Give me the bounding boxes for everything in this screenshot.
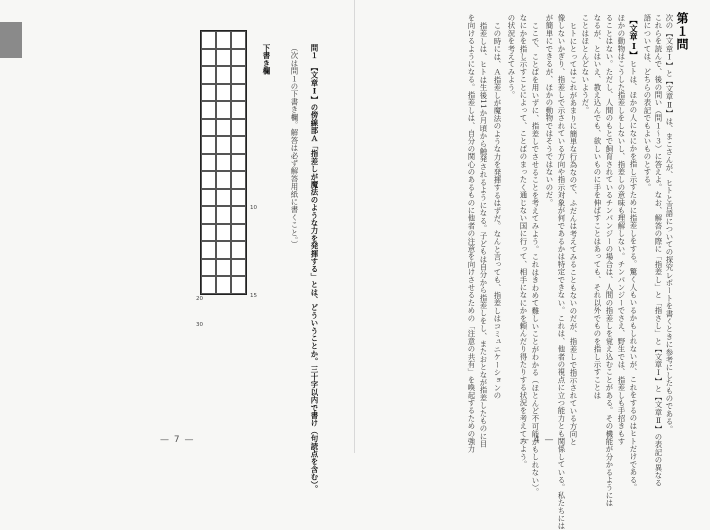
grid-cell[interactable] bbox=[231, 189, 246, 207]
grid-cell[interactable] bbox=[216, 101, 231, 119]
body-line-5: ことはほとんどないようだ。 bbox=[581, 14, 590, 115]
grid-cell[interactable] bbox=[201, 224, 216, 242]
grid-cell[interactable] bbox=[201, 171, 216, 189]
grid-cell[interactable] bbox=[201, 154, 216, 172]
body-line-1: ヒトは、ほかの人になにかを指し示すために指差しをする。驚く人もいるかもしれないが、これをするのはヒトだけである。 bbox=[629, 60, 638, 492]
grid-cell[interactable] bbox=[231, 31, 246, 49]
grid-cell[interactable] bbox=[201, 189, 216, 207]
intro-line-2: これらを読んで、後の問い（問１～３）に答えよ。なお、解答の際に「指差し」と「指さし」と【文章Ⅰ】と【文章Ⅱ】の表記の異なる bbox=[654, 14, 663, 487]
grid-cell[interactable] bbox=[201, 259, 216, 277]
grid-cell[interactable] bbox=[231, 224, 246, 242]
grid-cell[interactable] bbox=[201, 84, 216, 102]
intro-line-1: 次の【文章Ⅰ】と【文章Ⅱ】は、まこさんが、ヒトと言語についての探究レポートを書くときに参考にしたものである。 bbox=[665, 14, 674, 433]
body-line-10: なにかを指し示すことによって、ことばのまったく通じない国に行って、相手になにかを頼んだり得たりする状況を考えてみよう。 bbox=[519, 14, 528, 469]
answer-draft-grid[interactable] bbox=[200, 30, 247, 295]
grid-cell[interactable] bbox=[216, 31, 231, 49]
body-line-6: ヒトにとってはこれがあまりに簡単な行為なので、ふだんは考えてみることもないのだが、指差しで指示されている方向と bbox=[569, 22, 578, 446]
grid-cell[interactable] bbox=[216, 119, 231, 137]
grid-cell[interactable] bbox=[216, 171, 231, 189]
grid-tick-15: 15 bbox=[250, 293, 257, 299]
grid-cell[interactable] bbox=[201, 136, 216, 154]
left-page bbox=[0, 0, 355, 493]
grid-cell[interactable] bbox=[216, 84, 231, 102]
grid-cell[interactable] bbox=[216, 66, 231, 84]
grid-cell[interactable] bbox=[231, 101, 246, 119]
grid-cell[interactable] bbox=[201, 241, 216, 259]
grid-cell[interactable] bbox=[216, 189, 231, 207]
grid-cell[interactable] bbox=[201, 31, 216, 49]
grid-cell[interactable] bbox=[231, 154, 246, 172]
grid-cell[interactable] bbox=[231, 84, 246, 102]
grid-cell[interactable] bbox=[201, 276, 216, 294]
grid-tick-20: 20 bbox=[196, 296, 203, 302]
grid-cell[interactable] bbox=[216, 206, 231, 224]
question-heading: 第１問 bbox=[675, 12, 689, 51]
grid-cell[interactable] bbox=[201, 66, 216, 84]
page-number-left: — 7 — bbox=[160, 435, 195, 445]
grid-cell[interactable] bbox=[216, 136, 231, 154]
intro-line-3: 語については、どちらの表記でもよいものとする。 bbox=[643, 14, 652, 192]
body-line-2: ほかの動物はこうした指差しをしないし、指差しの意味も理解しない。チンパンジーでさえ、野生では、指差しも手招きもす bbox=[617, 14, 626, 446]
draft-label: 下書き欄 bbox=[262, 44, 271, 75]
grid-cell[interactable] bbox=[231, 259, 246, 277]
grid-cell[interactable] bbox=[231, 276, 246, 294]
grid-cell[interactable] bbox=[231, 119, 246, 137]
body-line-14: を向けるようになる。指差しは、自分の関心のあるものに他者の注意を向けさせるための「注意の共有」を喚起するための強力 bbox=[467, 14, 476, 453]
grid-cell[interactable] bbox=[216, 49, 231, 67]
grid-cell[interactable] bbox=[231, 136, 246, 154]
question-1: 問１ 【文章Ⅰ】の傍線部Ａ「指差しが魔法のような力を発揮する」とは、どういうことか。三十字以内で書け（句読点を含む）。 bbox=[310, 44, 319, 493]
grid-cell[interactable] bbox=[231, 66, 246, 84]
grid-cell[interactable] bbox=[216, 154, 231, 172]
body-line-8: が簡単にできるが、ほかの動物ではそうではないのだ。 bbox=[545, 14, 554, 207]
grid-cell[interactable] bbox=[216, 259, 231, 277]
body-line-9: ここで、ことばを用いずに、指差しでさせることを考えてみよう。これはきわめて難しいことがわかる（ほとんど不可能かもしれない）。 bbox=[531, 22, 540, 496]
page-number-right: — 4 — bbox=[520, 435, 555, 445]
grid-cell[interactable] bbox=[216, 276, 231, 294]
body-line-13: 指差しは、ヒトは生後11か月頃から触発されるようになる。子どもは自分から指差しをし、またおとなが指差したものに目 bbox=[479, 22, 488, 448]
right-page bbox=[355, 0, 710, 530]
body-line-4: なるが、とはいえ、教え込んでも、欲しいものに手を伸ばすことはあっても、それ以外でものを指し示すことは bbox=[593, 14, 602, 399]
grid-tick-30: 30 bbox=[196, 322, 203, 328]
grid-cell[interactable] bbox=[231, 49, 246, 67]
grid-tick-10: 10 bbox=[250, 205, 257, 211]
grid-cell[interactable] bbox=[201, 119, 216, 137]
grid-cell[interactable] bbox=[201, 49, 216, 67]
grid-cell[interactable] bbox=[216, 224, 231, 242]
body-line-11: の状況を考えてみよう。 bbox=[507, 14, 516, 99]
grid-cell[interactable] bbox=[201, 101, 216, 119]
body-line-3: ることはない。ただし、人間のもとで飼育されているチンパンジーの場合は、人間の指差しを覚え込むことがある。その機能が分かるようには bbox=[605, 14, 614, 507]
grid-cell[interactable] bbox=[216, 241, 231, 259]
grid-cell[interactable] bbox=[201, 206, 216, 224]
grid-cell[interactable] bbox=[231, 171, 246, 189]
grid-cell[interactable] bbox=[231, 206, 246, 224]
section-label: 【文章Ⅰ】 bbox=[629, 16, 639, 60]
body-line-12: この時には、Ａ指差しが魔法のような力を発揮するはずだ。なんと言っても、指差しはコミュニケーションの bbox=[493, 22, 502, 400]
grid-cell[interactable] bbox=[231, 241, 246, 259]
body-line-7: 像しないかぎり、指差しで示されている方向や指示対象が何であるかは特定できない。これは、他者の視点に立つ能力とも関係している。私たちには bbox=[557, 14, 566, 530]
draft-instruction: （次は問１の下書き欄。解答は必ず解答用紙に書くこと。） bbox=[290, 44, 299, 249]
